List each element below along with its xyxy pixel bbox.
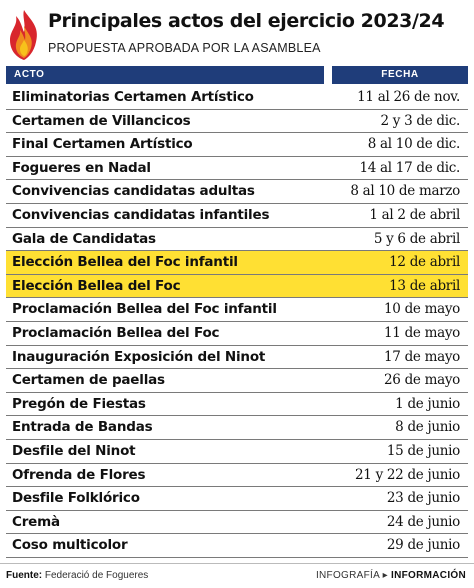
acto-cell: Convivencias candidatas infantiles bbox=[12, 206, 270, 223]
table-row bbox=[6, 228, 468, 252]
fecha-cell: 15 de junio bbox=[386, 442, 460, 459]
acto-cell: Entrada de Bandas bbox=[12, 419, 153, 436]
events-table bbox=[6, 66, 468, 558]
flame-icon bbox=[6, 8, 42, 62]
table-row bbox=[6, 346, 468, 370]
acto-cell: Desfile del Ninot bbox=[12, 442, 136, 459]
fecha-cell: 2 y 3 de dic. bbox=[380, 112, 460, 129]
table-row bbox=[6, 204, 468, 228]
fecha-cell: 14 al 17 de dic. bbox=[359, 159, 460, 176]
column-header-acto: ACTO bbox=[6, 66, 324, 84]
credit-separator: ▸ bbox=[382, 570, 388, 581]
acto-cell: Certamen de Villancicos bbox=[12, 112, 191, 129]
fecha-cell: 29 de junio bbox=[386, 537, 460, 554]
acto-cell: Elección Bellea del Foc bbox=[12, 277, 181, 294]
fecha-cell: 26 de mayo bbox=[384, 372, 460, 389]
source-label: Fuente: bbox=[6, 570, 43, 581]
acto-cell: Eliminatorias Certamen Artístico bbox=[12, 89, 254, 105]
table-row bbox=[6, 275, 468, 299]
acto-cell: Pregón de Fiestas bbox=[12, 395, 146, 412]
fecha-cell: 17 de mayo bbox=[384, 348, 460, 365]
table-row bbox=[6, 511, 468, 535]
table-row bbox=[6, 86, 468, 110]
page-title: Principales actos del ejercicio 2023/24 bbox=[48, 10, 445, 32]
fecha-cell: 21 y 22 de junio bbox=[355, 466, 460, 483]
credit-prefix: INFOGRAFÍA bbox=[315, 570, 380, 581]
fecha-cell: 5 y 6 de abril bbox=[373, 230, 460, 247]
fecha-cell: 24 de junio bbox=[386, 513, 460, 530]
fecha-cell: 11 de mayo bbox=[384, 324, 460, 341]
table-row bbox=[6, 393, 468, 417]
acto-cell: Gala de Candidatas bbox=[12, 230, 156, 247]
fecha-cell: 8 de junio bbox=[395, 419, 460, 436]
fecha-cell: 1 de junio bbox=[395, 395, 460, 412]
table-row bbox=[6, 487, 468, 511]
table-header bbox=[6, 66, 468, 84]
fecha-cell: 1 al 2 de abril bbox=[369, 206, 460, 223]
acto-cell: Elección Bellea del Foc infantil bbox=[12, 254, 238, 271]
page-subtitle: PROPUESTA APROBADA POR LA ASAMBLEA bbox=[48, 41, 321, 55]
column-header-fecha: FECHA bbox=[332, 66, 468, 84]
acto-cell: Fogueres en Nadal bbox=[12, 159, 151, 176]
table-row bbox=[6, 110, 468, 134]
table-row bbox=[6, 322, 468, 346]
acto-cell: Convivencias candidatas adultas bbox=[12, 183, 255, 200]
fecha-cell: 13 de abril bbox=[389, 277, 460, 294]
table-row bbox=[6, 180, 468, 204]
footer bbox=[0, 563, 474, 588]
acto-cell: Proclamación Bellea del Foc infantil bbox=[12, 301, 277, 318]
table-row bbox=[6, 440, 468, 464]
fecha-cell: 12 de abril bbox=[389, 254, 460, 271]
table-row bbox=[6, 298, 468, 322]
table-row bbox=[6, 251, 468, 275]
fecha-cell: 8 al 10 de dic. bbox=[367, 136, 460, 153]
fecha-cell: 8 al 10 de marzo bbox=[350, 183, 460, 200]
acto-cell: Proclamación Bellea del Foc bbox=[12, 324, 220, 341]
credit bbox=[316, 570, 466, 581]
table-row bbox=[6, 464, 468, 488]
acto-cell: Final Certamen Artístico bbox=[12, 136, 193, 153]
acto-cell: Desfile Folklórico bbox=[12, 490, 140, 507]
acto-cell: Ofrenda de Flores bbox=[12, 466, 146, 483]
acto-cell: Inauguración Exposición del Ninot bbox=[12, 348, 266, 365]
acto-cell: Coso multicolor bbox=[12, 537, 128, 554]
fecha-cell: 23 de junio bbox=[386, 490, 460, 507]
acto-cell: Certamen de paellas bbox=[12, 372, 165, 389]
source-value: Federació de Fogueres bbox=[44, 570, 149, 581]
source-note bbox=[6, 570, 148, 581]
table-row bbox=[6, 157, 468, 181]
fecha-cell: 11 al 26 de nov. bbox=[357, 89, 460, 105]
header bbox=[0, 0, 474, 66]
fecha-cell: 10 de mayo bbox=[384, 301, 460, 318]
table-row bbox=[6, 416, 468, 440]
table-body bbox=[6, 86, 468, 558]
table-row bbox=[6, 369, 468, 393]
acto-cell: Cremà bbox=[12, 513, 60, 530]
table-row bbox=[6, 133, 468, 157]
credit-brand: INFORMACIÓN bbox=[391, 570, 466, 581]
table-row bbox=[6, 534, 468, 558]
